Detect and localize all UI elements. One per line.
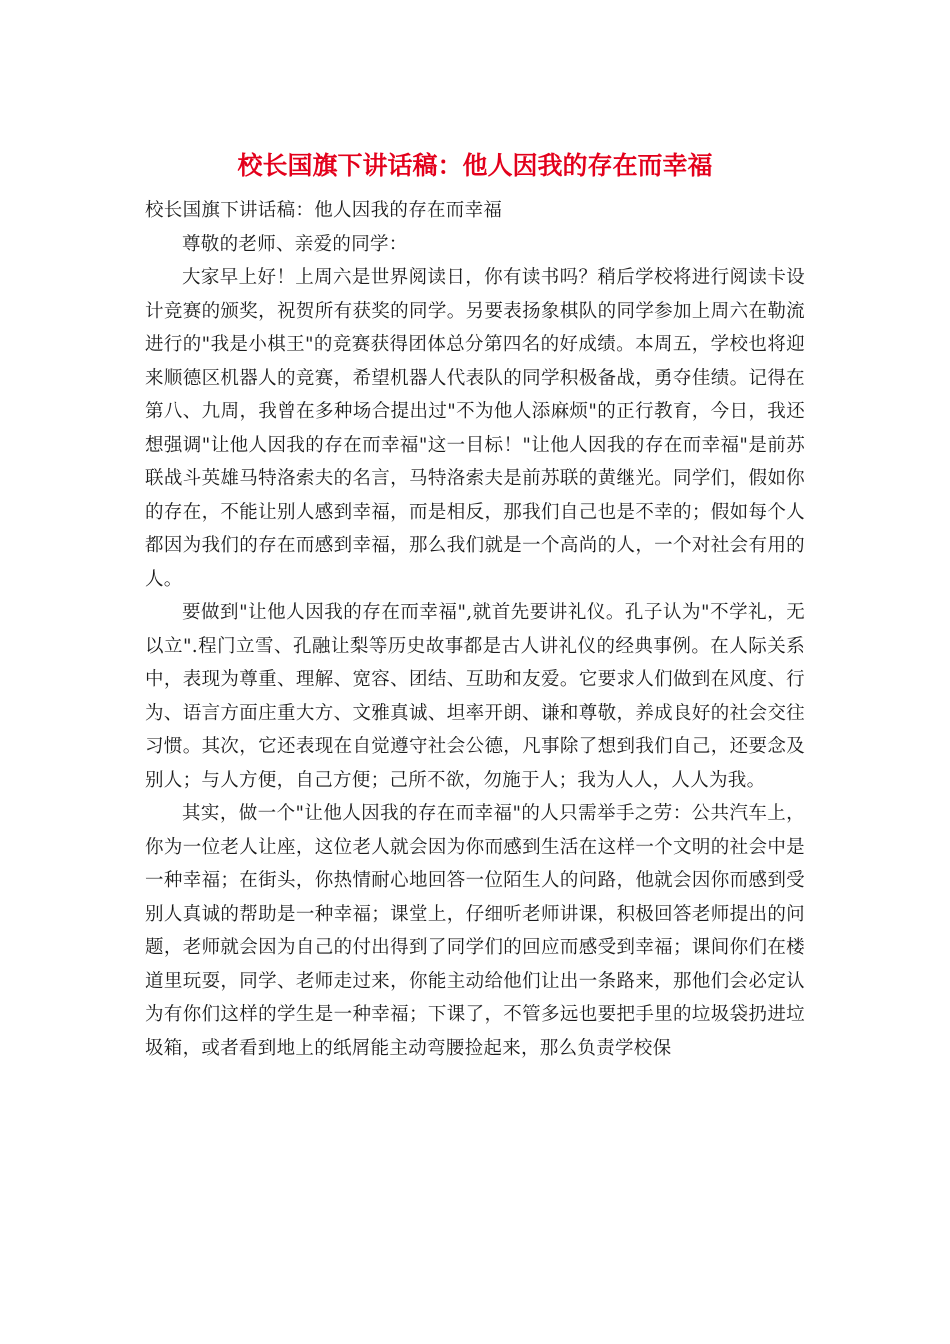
subtitle-paragraph: 校长国旗下讲话稿：他人因我的存在而幸福 (145, 200, 503, 221)
body-paragraph-3: 其实，做一个"让他人因我的存在而幸福"的人只需举手之劳：公共汽车上，你为一位老人让座，这位老人就会因为你而感到生活在这样一个文明的社会中是一种幸福；在街头，你热情耐心地回答一位陌生人的问路，他就会因你而感到受别人真诚的帮助是一种幸福；课堂上，仔细听老师讲课，积极回答老师提出的问题，老师就会因为自己的付出得到了同学们的回应而感受到幸福；课间你们在楼道里玩耍，同学、老师走过来，你能主动给他们让出一条路来，那他们会必定认为有你们这样的学生是一种幸福；下课了，不管多远也要把手里的垃圾袋扔进垃圾箱，或者看到地上的纸屑能主动弯腰捡起来，那么负责学校保 (145, 803, 805, 1059)
salutation-paragraph: 尊敬的老师、亲爱的同学： (182, 233, 408, 255)
document-title: 校长国旗下讲话稿：他人因我的存在而幸福 (237, 151, 713, 180)
document-body (145, 194, 805, 1065)
body-paragraph-1: 大家早上好！上周六是世界阅读日，你有读书吗？稍后学校将进行阅读卡设计竞赛的颁奖，祝贺所有获奖的同学。另要表扬象棋队的同学参加上周六在勒流进行的"我是小棋王"的竞赛获得团体总分第四名的好成绩。本周五，学校也将迎来顺德区机器人的竞赛，希望机器人代表队的同学积极备战，勇夺佳绩。记得在第八、九周，我曾在多种场合提出过"不为他人添麻烦"的正行教育，今日，我还想强调"让他人因我的存在而幸福"这一目标！"让他人因我的存在而幸福"是前苏联战斗英雄马特洛索夫的名言，马特洛索夫是前苏联的黄继光。同学们，假如你的存在，不能让别人感到幸福，而是相反，那我们自己也是不幸的；假如每个人都因为我们的存在而感到幸福，那么我们就是一个高尚的人，一个对社会有用的人。 (145, 267, 805, 590)
body-paragraph-2: 要做到"让他人因我的存在而幸福",就首先要讲礼仪。孔子认为"不学礼，无以立".程门立雪、孔融让梨等历史故事都是古人讲礼仪的经典事例。在人际关系中，表现为尊重、理解、宽容、团结、互助和友爱。它要求人们做到在风度、行为、语言方面庄重大方、文雅真诚、坦率开朗、谦和尊敬，养成良好的社会交往习惯。其次，它还表现在自觉遵守社会公德，凡事除了想到我们自己，还要念及别人；与人方便，自己方便；己所不欲，勿施于人；我为人人，人人为我。 (145, 602, 805, 791)
